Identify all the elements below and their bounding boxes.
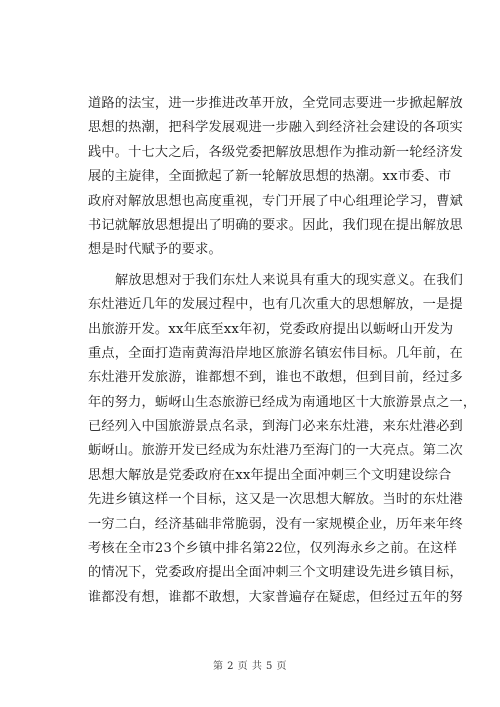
text-line: 重点，全面打造南黄海沿岸地区旅游名镇宏伟目标。几年前，在 — [88, 345, 463, 361]
paragraph — [88, 92, 463, 263]
text-line: 年的努力，蛎岈山生态旅游已经成为南通地区十大旅游景点之一， — [88, 394, 477, 410]
text-line: 蛎岈山。旅游开发已经成为东灶港乃至海门的一大亮点。第二次 — [88, 443, 463, 459]
text-line: 先进乡镇这样一个目标，这又是一次思想大解放。当时的东灶港 — [88, 492, 463, 508]
text-line: 已经列入中国旅游景点名录，到海门必来东灶港，来东灶港必到 — [88, 419, 463, 435]
paragraph — [88, 269, 477, 610]
text-line: 书记就解放思想提出了明确的要求。因此，我们现在提出解放思 — [88, 217, 463, 233]
text-line: 政府对解放思想也高度重视，专门开展了中心组理论学习，曹斌 — [88, 193, 463, 209]
text-line: 思想的热潮，把科学发展观进一步融入到经济社会建设的各项实 — [88, 120, 463, 136]
document-body — [88, 92, 477, 610]
text-line: 谁都没有想，谁都不敢想，大家普遍存在疑虑，但经过五年的努 — [88, 589, 463, 605]
text-line: 展的主旋律，全面掀起了新一轮解放思想的热潮。xx市委、市 — [88, 169, 452, 185]
text-line: 道路的法宝，进一步推进改革开放，全党同志要进一步掀起解放 — [88, 96, 463, 111]
text-line: 解放思想对于我们东灶人来说具有重大的现实意义。在我们 — [115, 272, 464, 288]
text-line: 想是时代赋予的要求。 — [88, 242, 222, 258]
text-line: 东灶港近几年的发展过程中，也有几次重大的思想解放，一是提 — [88, 297, 463, 313]
text-line: 东灶港开发旅游，谁都想不到，谁也不敢想，但到目前，经过多 — [88, 370, 463, 386]
text-line: 的情况下，党委政府提出全面冲刺三个文明建设先进乡镇目标， — [88, 565, 463, 581]
text-line: 一穷二白，经济基础非常脆弱，没有一家规模企业，历年来年终 — [88, 516, 463, 532]
text-line: 考核在全市23个乡镇中排名第22位，仅列海永乡之前。在这样 — [88, 541, 458, 557]
text-line: 出旅游开发。xx年底至xx年初，党委政府提出以蛎岈山开发为 — [88, 321, 454, 337]
text-line: 思想大解放是党委政府在xx年提出全面冲刺三个文明建设综合 — [88, 467, 452, 483]
text-line: 践中。十七大之后，各级党委把解放思想作为推动新一轮经济发 — [88, 144, 463, 160]
page-number-footer: 第 2 页 共 5 页 — [212, 661, 288, 672]
